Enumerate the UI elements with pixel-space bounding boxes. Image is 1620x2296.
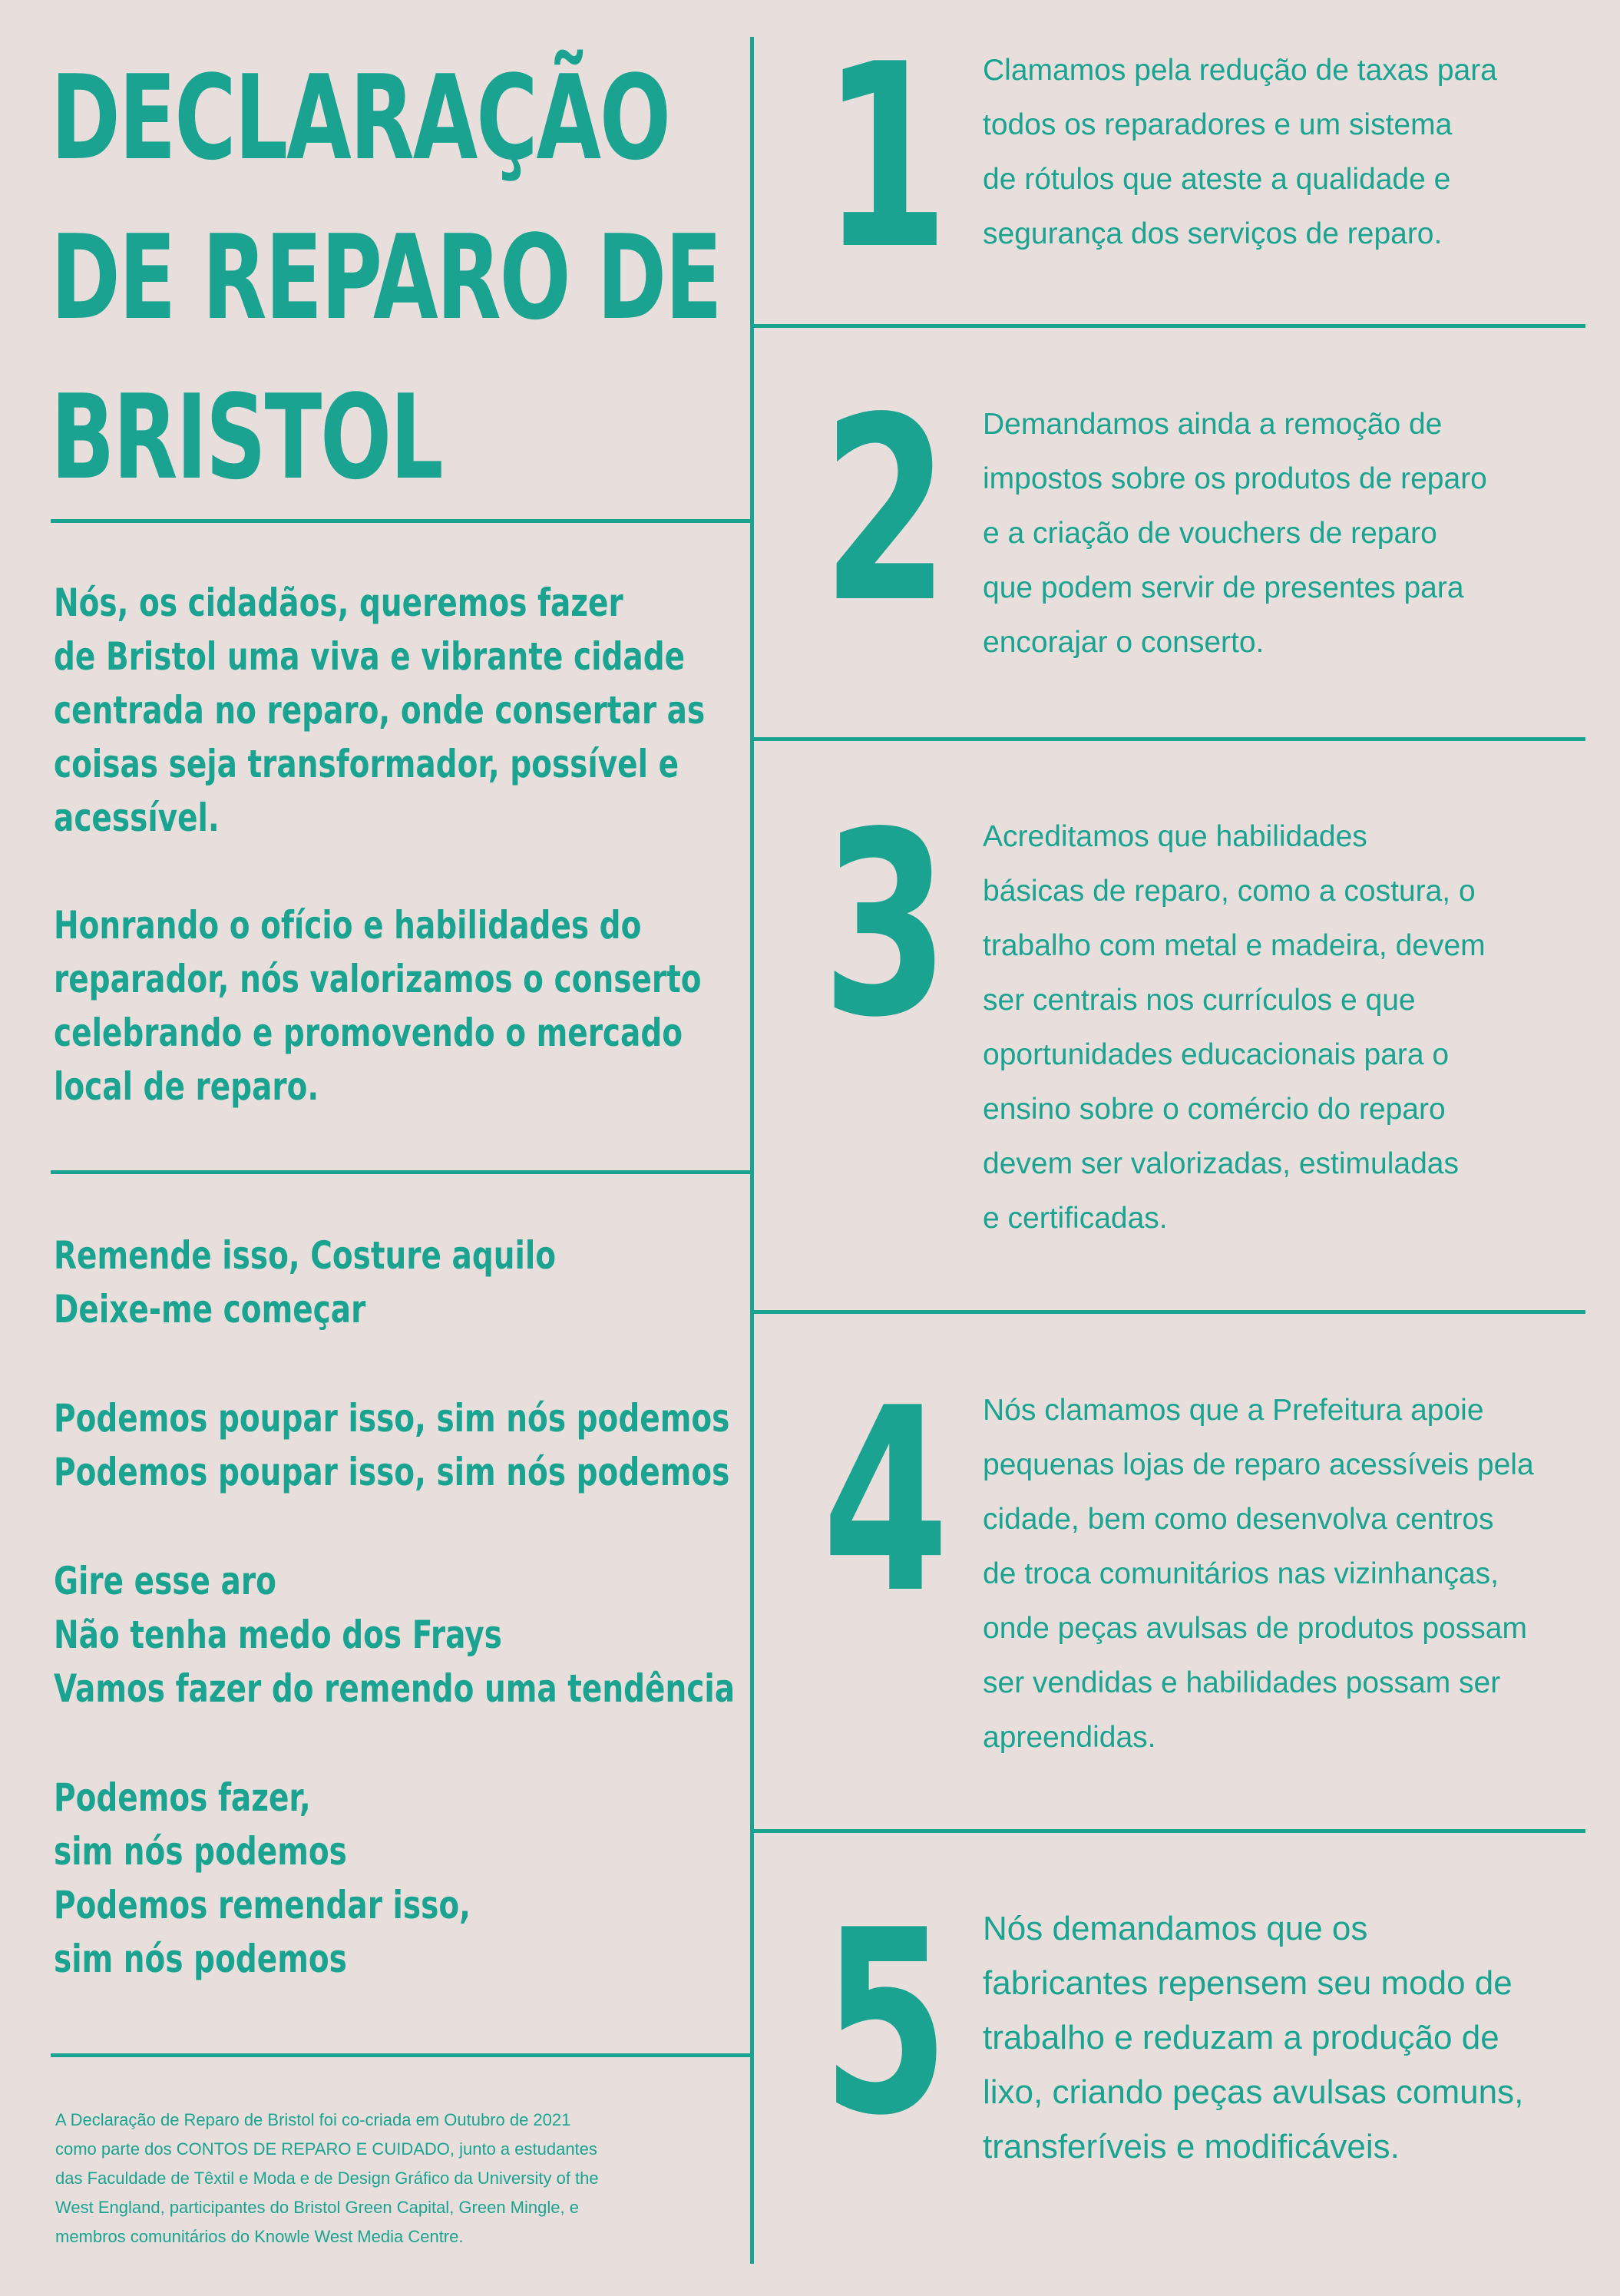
item-number: 5 [822,1876,950,2171]
item-number: 3 [822,778,950,1073]
left-divider-2 [51,1170,752,1174]
intro-paragraph-1: Nós, os cidadãos, queremos fazer de Bristol uma viva e vibrante cidade centrada no reparo, onde consertar as coisas seja transformador, possível e acessível. [54,581,706,840]
right-divider-4 [752,1829,1585,1833]
item-number: 2 [822,363,950,658]
page-title: DECLARAÇÃO DE REPARO DE BRISTOL [51,50,721,505]
column-divider [750,37,754,2264]
footnote: A Declaração de Reparo de Bristol foi co-criada em Outubro de 2021 como parte dos CONTOS DE REPARO E CUIDADO, junto a estudantes das Faculdade de Têxtil e Moda e de Design Gráfico da University of the West England, participantes do Bristol Green Capital, Green Mingle, e membros comunitários do Knowle West Media Centre. [55,2110,599,2246]
left-divider-3 [51,2053,752,2057]
song-verse-1: Remende isso, Costure aquilo Deixe-me começar [54,1233,557,1332]
right-divider-1 [752,324,1585,328]
song-verse-3: Gire esse aro Não tenha medo dos Frays Vamos fazer do remendo uma tendência [54,1559,736,1711]
song-verse-2: Podemos poupar isso, sim nós podemos Podemos poupar isso, sim nós podemos [54,1396,730,1494]
item-number: 1 [822,10,950,305]
left-divider-1 [51,519,752,523]
right-divider-3 [752,1310,1585,1314]
item-number: 4 [822,1354,950,1649]
item-text: Nós clamamos que a Prefeitura apoie pequenas lojas de reparo acessíveis pela cidade, bem como desenvolva centros de troca comunitários nas vizinhanças, onde peças avulsas de produtos possam ser vendidas e habilidades possam ser apreendidas. [983,1394,1534,1754]
item-text: Clamamos pela redução de taxas para todos os reparadores e um sistema de rótulos que ateste a qualidade e segurança dos serviços de reparo. [983,54,1497,250]
right-divider-2 [752,737,1585,741]
song-verse-4: Podemos fazer, sim nós podemos Podemos remendar isso, sim nós podemos [54,1775,471,1981]
item-text: Demandamos ainda a remoção de impostos sobre os produtos de reparo e a criação de vouchers de reparo que podem servir de presentes para encorajar o conserto. [983,408,1487,659]
item-text: Acreditamos que habilidades básicas de reparo, como a costura, o trabalho com metal e madeira, devem ser centrais nos currículos e que oportunidades educacionais para o ensino sobre o comércio do reparo devem ser valorizadas, estimuladas e certificadas. [983,820,1486,1235]
intro-paragraph-2: Honrando o ofício e habilidades do reparador, nós valorizamos o conserto celebrando e promovendo o mercado local de reparo. [54,903,702,1109]
item-text: Nós demandamos que os fabricantes repensem seu modo de trabalho e reduzam a produção de lixo, criando peças avulsas comuns, transferíveis e modificáveis. [983,1910,1524,2165]
